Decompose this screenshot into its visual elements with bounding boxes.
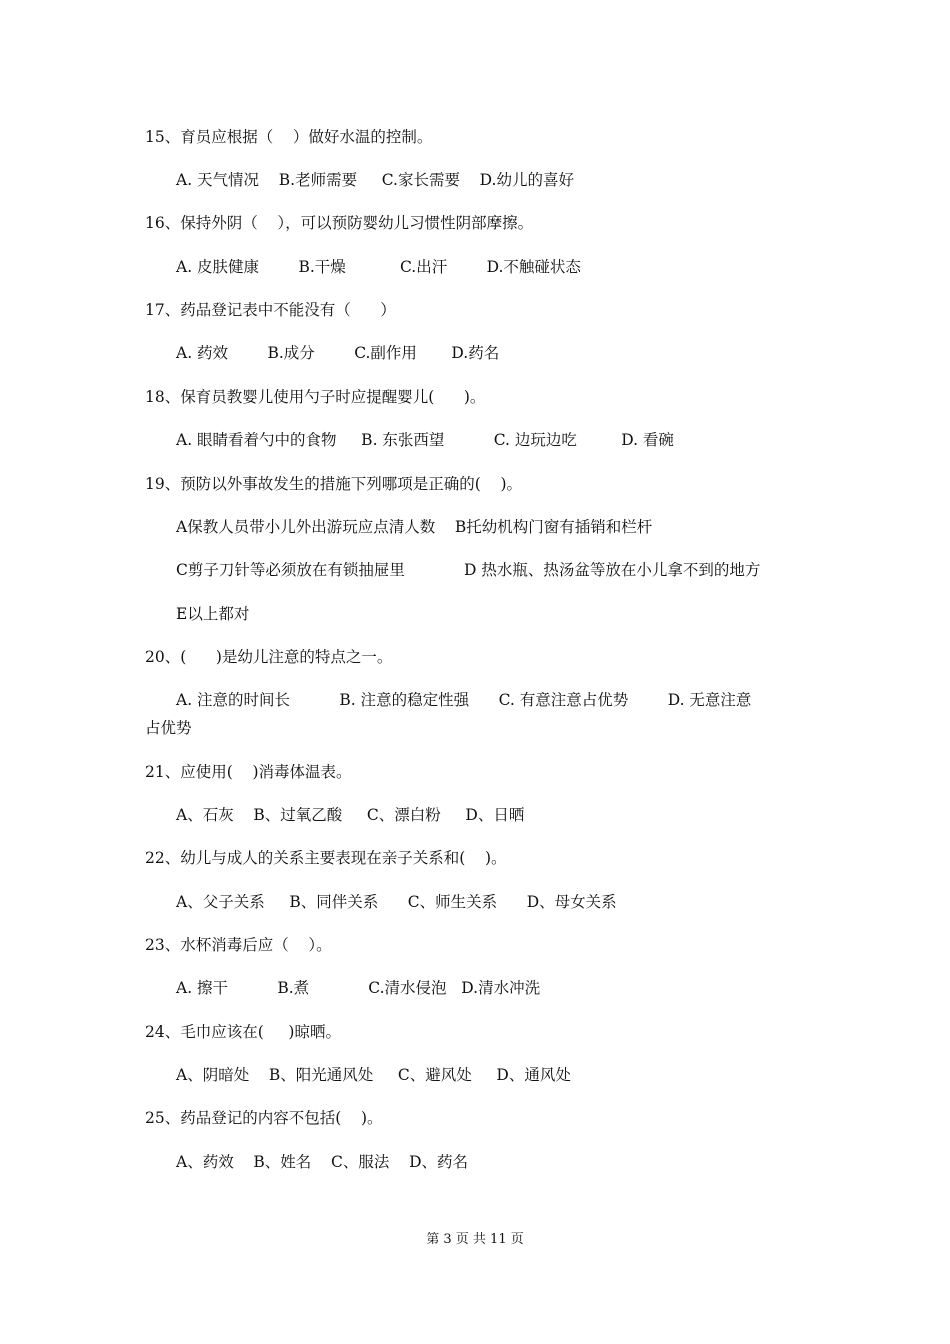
options-16: A. 皮肤健康 B.干燥 C.出汗 D.不触碰状态 [176, 258, 581, 276]
options-24: A、阴暗处 B、阳光通风处 C、避风处 D、通风处 [176, 1066, 571, 1084]
question-15: 15、育员应根据（ ）做好水温的控制。 [145, 128, 433, 146]
options-25: A、药效 B、姓名 C、服法 D、药名 [176, 1153, 468, 1171]
options-17: A. 药效 B.成分 C.副作用 D.药名 [176, 344, 500, 362]
options-19-line-3: E以上都对 [176, 605, 250, 623]
options-19-line-2: C剪子刀针等必须放在有锁抽屉里 D 热水瓶、热汤盆等放在小儿拿不到的地方 [176, 561, 761, 579]
options-20-line-2: 占优势 [145, 719, 192, 737]
options-23: A. 擦干 B.煮 C.清水侵泡 D.清水冲洗 [176, 979, 541, 997]
options-15: A. 天气情况 B.老师需要 C.家长需要 D.幼儿的喜好 [176, 171, 574, 189]
question-19: 19、预防以外事故发生的措施下列哪项是正确的( )。 [145, 475, 523, 493]
question-17: 17、药品登记表中不能没有（ ） [145, 301, 396, 319]
question-16: 16、保持外阴（ ），可以预防婴幼儿习惯性阴部摩擦。 [145, 214, 534, 232]
options-20-line-1: A. 注意的时间长 B. 注意的稳定性强 C. 有意注意占优势 D. 无意注意 [176, 691, 752, 709]
question-20: 20、( )是幼儿注意的特点之一。 [145, 648, 393, 666]
options-21: A、石灰 B、过氧乙酸 C、漂白粉 D、日晒 [176, 806, 525, 824]
question-24: 24、毛巾应该在( )晾晒。 [145, 1023, 341, 1041]
options-18: A. 眼睛看着勺中的食物 B. 东张西望 C. 边玩边吃 D. 看碗 [176, 431, 674, 449]
question-21: 21、应使用( )消毒体温表。 [145, 763, 352, 781]
options-19-line-1: A保教人员带小儿外出游玩应点清人数 B托幼机构门窗有插销和栏杆 [176, 518, 653, 536]
page-footer: 第 3 页 共 11 页 [426, 1232, 524, 1247]
question-25: 25、药品登记的内容不包括( )。 [145, 1109, 383, 1127]
question-18: 18、保育员教婴儿使用勺子时应提醒婴儿( )。 [145, 388, 486, 406]
question-22: 22、幼儿与成人的关系主要表现在亲子关系和( )。 [145, 849, 507, 867]
question-23: 23、水杯消毒后应（ ）。 [145, 936, 332, 954]
options-22: A、父子关系 B、同伴关系 C、师生关系 D、母女关系 [176, 893, 617, 911]
